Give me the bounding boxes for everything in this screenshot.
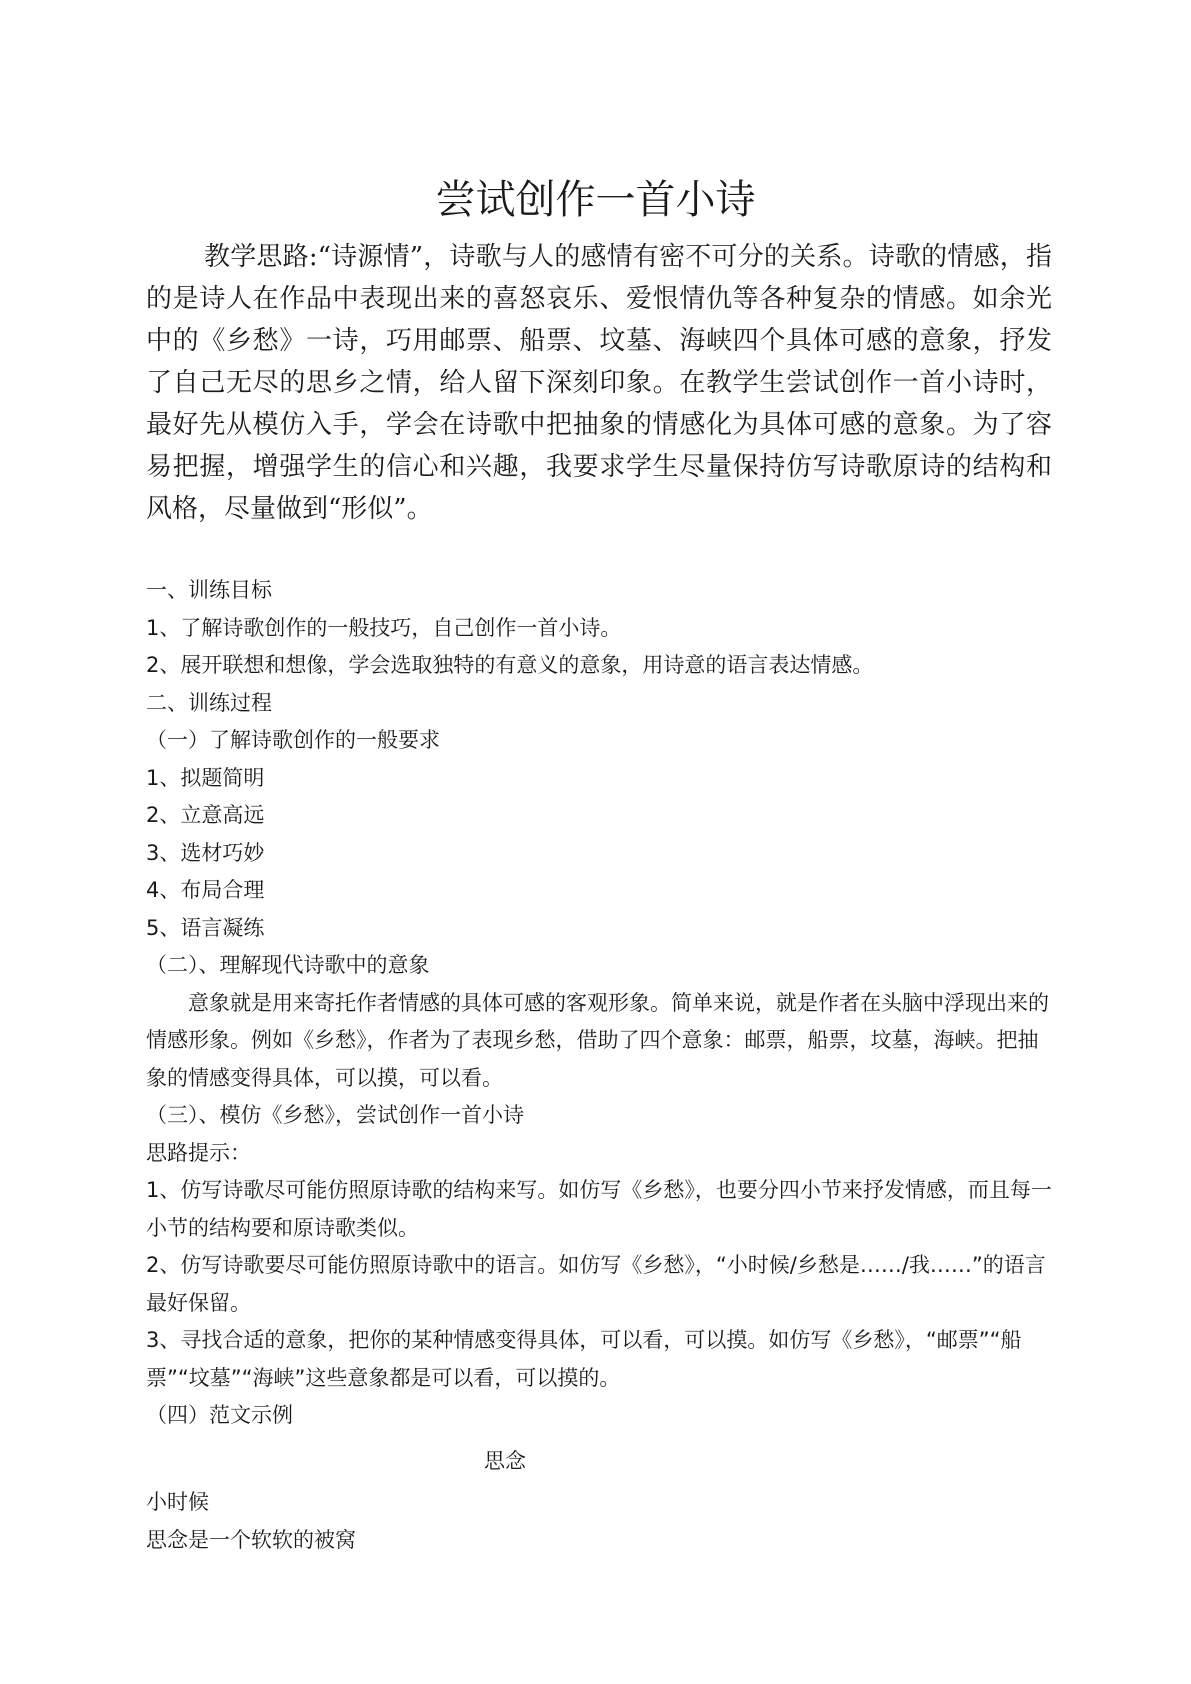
list-item: 2、立意高远 <box>146 803 265 827</box>
list-item: 3、寻找合适的意象，把你的某种情感变得具体，可以看，可以摸。如仿写《乡愁》，“邮票”“船票”“坟墓”“海峡”这些意象都是可以看，可以摸的。 <box>146 1328 1022 1390</box>
section-heading-process: 二、训练过程 <box>146 690 272 715</box>
list-item: 4、布局合理 <box>146 878 265 902</box>
list-item: 1、拟题简明 <box>146 765 265 790</box>
section-heading-goals: 一、训练目标 <box>146 578 272 602</box>
subsection-heading-example: （四）范文示例 <box>146 1403 293 1427</box>
document-body <box>146 572 1052 1559</box>
subsection-heading-imitation: （三）、模仿《乡愁》，尝试创作一首小诗 <box>146 1103 524 1127</box>
imagery-paragraph: 意象就是用来寄托作者情感的具体可感的客观形象。简单来说，就是作者在头脑中浮现出来的情感形象。例如《乡愁》，作者为了表现乡愁，借助了四个意象：邮票，船票，坟墓，海峡。把抽象的情感变得具体，可以摸，可以看。 <box>146 990 1049 1090</box>
list-item: 2、仿写诗歌要尽可能仿照原诗歌中的语言。如仿写《乡愁》，“小时候/乡愁是……/我……”的语言最好保留。 <box>146 1253 1046 1315</box>
document-title: 尝试创作一首小诗 <box>435 177 756 223</box>
list-item: 2、展开联想和想像，学会选取独特的有意义的意象，用诗意的语言表达情感。 <box>146 653 874 677</box>
poem-title: 思念 <box>484 1448 526 1473</box>
subsection-heading-requirements: （一）了解诗歌创作的一般要求 <box>146 728 440 752</box>
list-item: 1、仿写诗歌尽可能仿照原诗歌的结构来写。如仿写《乡愁》，也要分四小节来抒发情感，而且每一小节的结构要和原诗歌类似。 <box>146 1178 1052 1240</box>
list-item: 3、选材巧妙 <box>146 840 265 865</box>
list-item: 5、语言凝练 <box>146 915 265 940</box>
teaching-idea-paragraph: 教学思路:“诗源情”，诗歌与人的感情有密不可分的关系。诗歌的情感，指的是诗人在作品中表现出来的喜怒哀乐、爱恨情仇等各种复杂的情感。如余光中的《乡愁》一诗，巧用邮票、船票、坟墓、海峡四个具体可感的意象，抒发了自己无尽的思乡之情，给人留下深刻印象。在教学生尝试创作一首小诗时，最好先从模仿入手，学会在诗歌中把抽象的情感化为具体可感的意象。为了容易把握，增强学生的信心和兴趣，我要求学生尽量保持仿写诗歌原诗的结构和风格，尽量做到“形似”。 <box>146 242 1052 524</box>
list-item: 1、了解诗歌创作的一般技巧，自己创作一首小诗。 <box>146 615 622 640</box>
hint-label: 思路提示： <box>146 1140 251 1165</box>
poem-line: 思念是一个软软的被窝 <box>146 1527 356 1552</box>
subsection-heading-imagery: （二）、理解现代诗歌中的意象 <box>146 953 430 977</box>
poem-line: 小时候 <box>146 1490 209 1514</box>
